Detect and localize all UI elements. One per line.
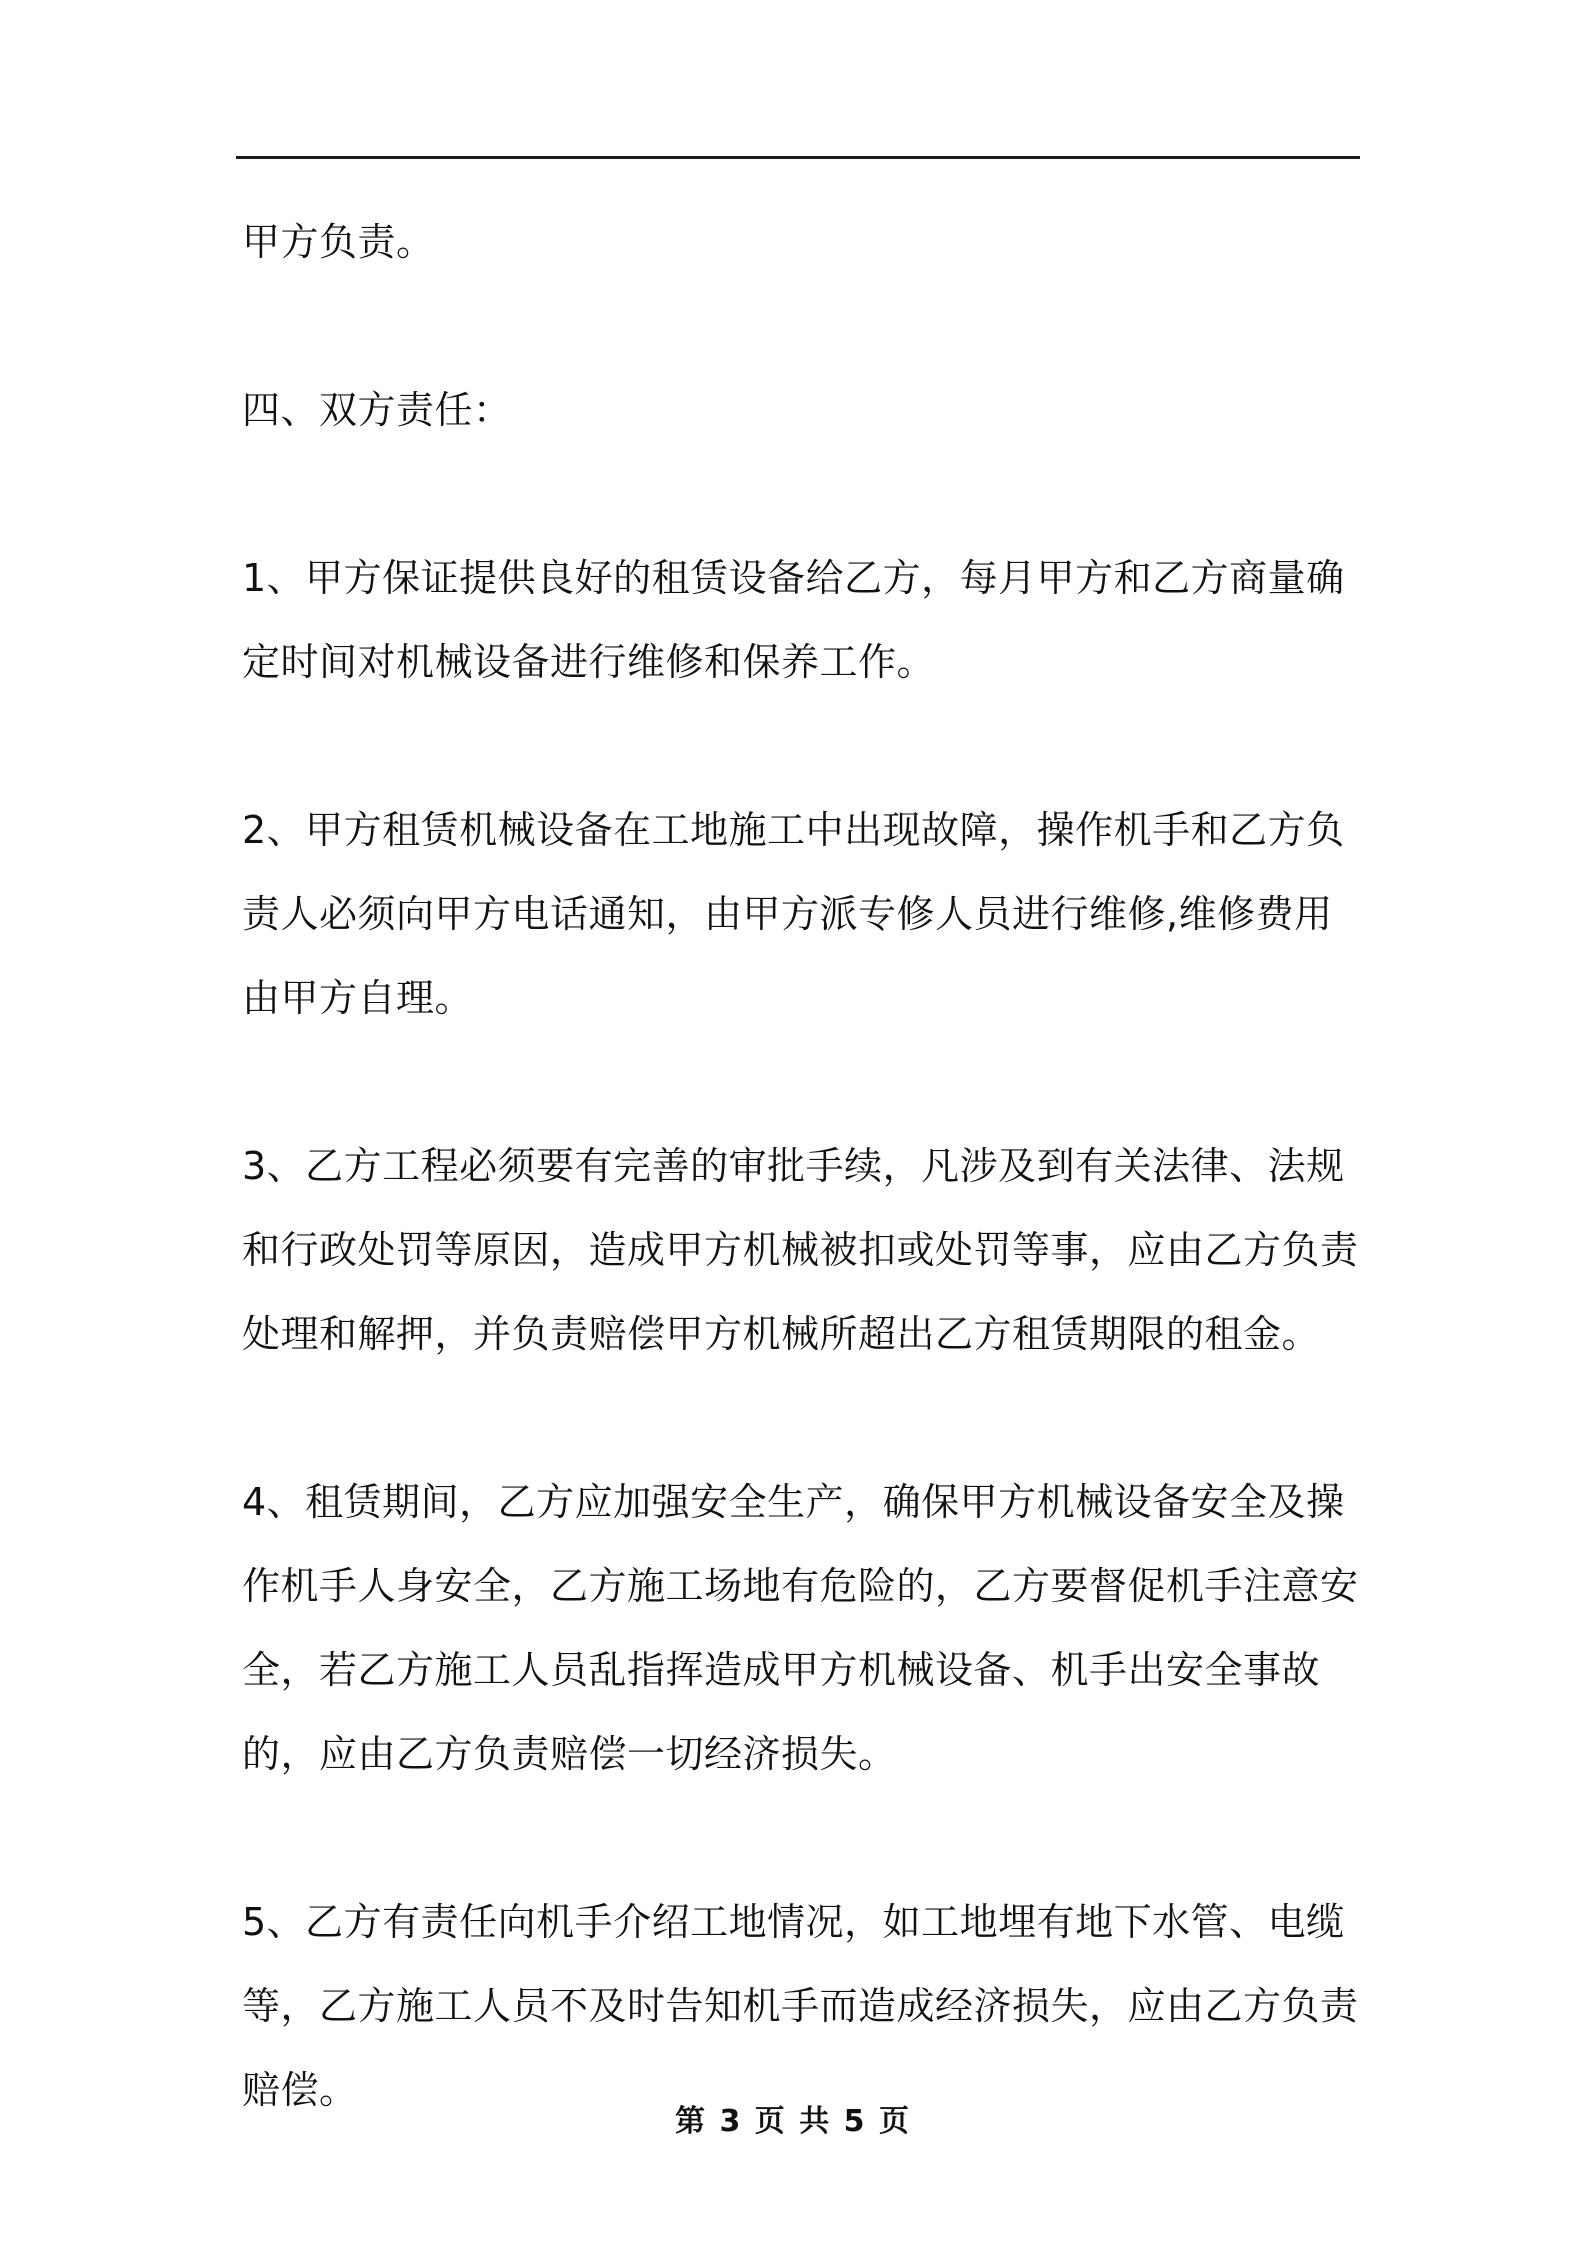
- clause-item-3: 3、乙方工程必须要有完善的审批手续，凡涉及到有关法律、法规和行政处罚等原因，造成甲方机械被扣或处罚等事，应由乙方负责处理和解押，并负责赔偿甲方机械所超出乙方租赁期限的租金。: [242, 1144, 1359, 1356]
- document-body: [242, 200, 1364, 2216]
- section-heading: 四、双方责任：: [242, 388, 512, 432]
- header-rule: [236, 156, 1360, 159]
- clause-item-5: 5、乙方有责任向机手介绍工地情况，如工地埋有地下水管、电缆等，乙方施工人员不及时告知机手而造成经济损失，应由乙方负责赔偿。: [242, 1900, 1359, 2112]
- page-number: 第 3 页 共 5 页: [675, 2104, 911, 2139]
- continuation-text: 甲方负责。: [242, 220, 435, 264]
- clause-item-1: 1、甲方保证提供良好的租赁设备给乙方，每月甲方和乙方商量确定时间对机械设备进行维修和保养工作。: [242, 556, 1345, 684]
- clause-item-2: 2、甲方租赁机械设备在工地施工中出现故障，操作机手和乙方负责人必须向甲方电话通知，由甲方派专修人员进行维修,维修费用由甲方自理。: [242, 808, 1345, 1020]
- clause-item-4: 4、租赁期间，乙方应加强安全生产，确保甲方机械设备安全及操作机手人身安全，乙方施工场地有危险的，乙方要督促机手注意安全，若乙方施工人员乱指挥造成甲方机械设备、机手出安全事故的，应由乙方负责赔偿一切经济损失。: [242, 1480, 1359, 1776]
